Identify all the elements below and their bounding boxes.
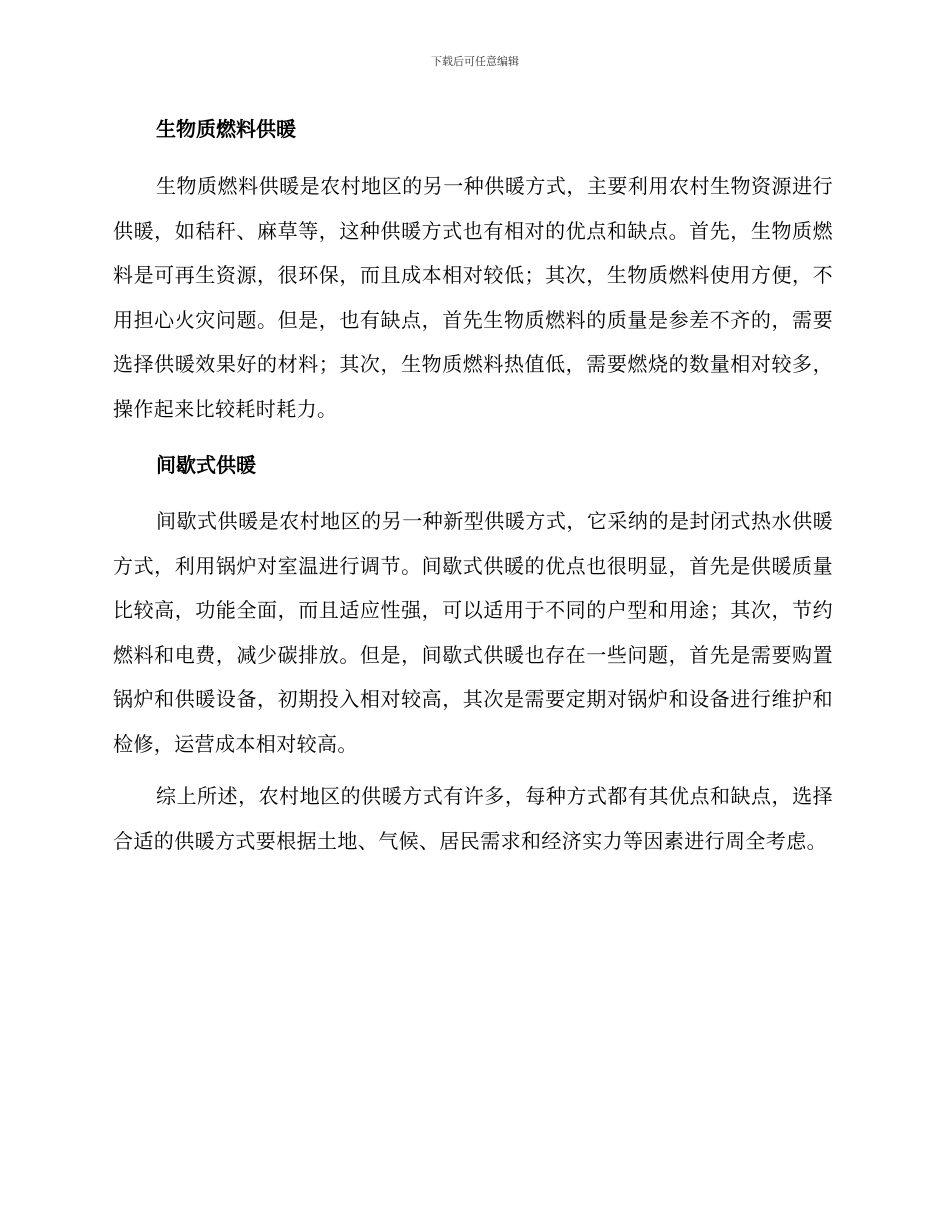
conclusion-paragraph: 综上所述，农村地区的供暖方式有许多，每种方式都有其优点和缺点，选择合适的供暖方式要根据土地、气候、居民需求和经济实力等因素进行周全考虑。 [113,784,833,853]
section-paragraph-intermittent: 间歇式供暖是农村地区的另一种新型供暖方式，它采纳的是封闭式热水供暖方式，利用锅炉对室温进行调节。间歇式供暖的优点也很明显，首先是供暖质量比较高，功能全面，而且适应性强，可以适用于不同的户型和用途；其次，节约燃料和电费，减少碳排放。但是，间歇式供暖也存在一些问题，首先是需要购置锅炉和供暖设备，初期投入相对较高，其次是需要定期对锅炉和设备进行维护和检修，运营成本相对较高。 [113,509,833,756]
section-heading-biomass: 生物质燃料供暖 [156,117,296,141]
document-body [113,112,833,863]
page-header: 下载后可任意编辑 [431,55,519,68]
section-paragraph-biomass: 生物质燃料供暖是农村地区的另一种供暖方式，主要利用农村生物资源进行供暖，如秸秆、麻草等，这种供暖方式也有相对的优点和缺点。首先，生物质燃料是可再生资源，很环保，而且成本相对较低；其次，生物质燃料使用方便，不用担心火灾问题。但是，也有缺点，首先生物质燃料的质量是参差不齐的，需要选择供暖效果好的材料；其次，生物质燃料热值低，需要燃烧的数量相对较多，操作起来比较耗时耗力。 [113,174,833,421]
section-heading-intermittent: 间歇式供暖 [156,453,256,477]
